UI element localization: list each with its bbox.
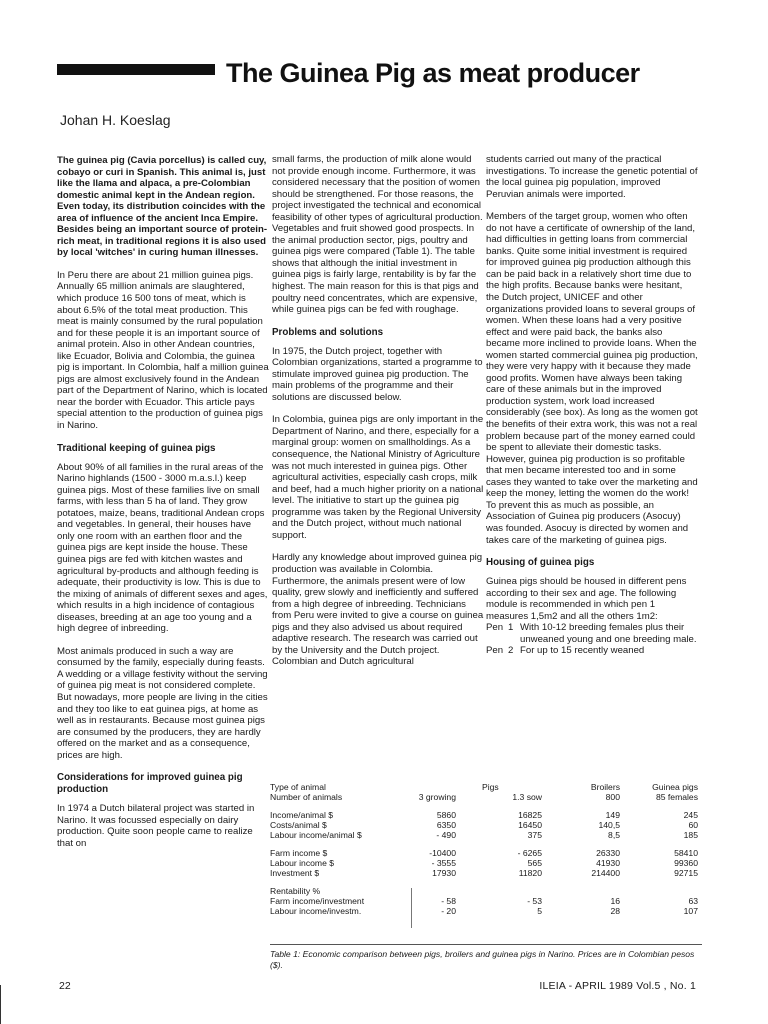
section-heading: Traditional keeping of guinea pigs [57, 442, 216, 454]
table-cell: 185 [683, 830, 698, 840]
table-row [270, 810, 702, 820]
text-column-1 [57, 155, 269, 860]
table-cell: 375 [527, 830, 542, 840]
table-cell: - 58 [441, 896, 456, 906]
pen-description: For up to 15 recently weaned [520, 645, 645, 657]
table-row [270, 906, 702, 916]
table-cell: Income/animal $ [270, 810, 334, 820]
table-caption: Table 1: Economic comparison between pigs, broilers and guinea pigs in Narino. Prices are in Colombian pesos ($). [270, 949, 695, 970]
paragraph: Guinea pigs should be housed in different pens according to their sex and age. The following module is recommended in which pen 1 measures 1,5m2 and all the others 1m2: [486, 576, 687, 622]
table-cell: Labour income $ [270, 858, 335, 868]
table-row [270, 848, 702, 858]
table-cell: 63 [688, 896, 698, 906]
table-cell: - 490 [436, 830, 456, 840]
table-cell: Farm income/investment [270, 896, 365, 906]
text-column-3 [486, 154, 698, 657]
table-bottom-rule [270, 944, 702, 945]
table-cell: 107 [683, 906, 698, 916]
pen-item-1 [486, 622, 698, 645]
title-rule [57, 64, 215, 75]
table-row [270, 886, 702, 896]
table-cell: 26330 [596, 848, 620, 858]
text-column-2 [272, 154, 484, 679]
pigs-header: Pigs [482, 782, 499, 792]
table-cell: - 20 [441, 906, 456, 916]
table-cell: Farm income $ [270, 848, 328, 858]
table-cell: -10400 [429, 848, 456, 858]
paragraph: Most animals produced in such a way are consumed by the family, especially during feasts. A wedding or a village festivity without the serving of guinea pig meat is not considered complete. But nowadays, more people are living in the cities and they too like to eat guinea pigs, at home as well as in restaurants. Because most guinea pigs are consumed by the producers, they are hardly offered on the market and as a consequence, prices are high. [57, 645, 268, 761]
table-header-row [270, 792, 702, 802]
pen-item-2 [486, 645, 698, 657]
table-cell: 3 growing [418, 792, 456, 802]
paragraph: In Colombia, guinea pigs are only important in the Department of Narino, and there, especially for a marginal group: women on smallholdings. As a consequence, the National Ministry of Agriculture was not much interested in guinea pigs. Other agricultural activities, especially cash crops, milk and beef, had a much higher priority on a national level. The initiative to start up the guinea pig programme was taken by the Regional University and the Dutch project, without much national support. [272, 414, 484, 541]
paragraph: students carried out many of the practical investigations. To increase the genetic potential of the local guinea pig population, improved Peruvian animals were imported. [486, 154, 698, 200]
table-cell: Labour income/animal $ [270, 830, 362, 840]
pen-number: 1 [508, 622, 514, 634]
table-cell: Number of animals [270, 792, 343, 802]
table-cell: Labour income/investm. [270, 906, 362, 916]
economic-comparison-table [270, 782, 702, 916]
table-row [270, 868, 702, 878]
pen-label: Pen [486, 622, 504, 634]
table-cell: 214400 [591, 868, 620, 878]
table-cell: - 6265 [517, 848, 542, 858]
paragraph: In Peru there are about 21 million guinea pigs. Annually 65 million animals are slaughtered, which produce 16 500 tons of meat, which is about 6.5% of the total meat production. This meat is mainly consumed by the rural population and for these people it is an important source of animal protein. Also in other Andean countries, like Ecuador, Bolivia and Colombia, the guinea pig is important. In Colombia, half a million guinea pigs are almost exclusively found in the Andean part of the Department of Narino, which is located near the border with Ecuador. This article pays special attention to the production of guinea pigs in Narino. [57, 269, 269, 432]
paragraph: small farms, the production of milk alone would not provide enough income. Furthermore, it was considered necessary that the position of women should be strengthened. For those reasons, the project investigated the technical and economical feasibility of other types of agricultural production. Vegetables and fruit showed good prospects. In the animal production sector, pigs, poultry and guinea pigs were compared (Table 1). The table shows that although the initial investment in guinea pigs is fairly large, rentability is by far the highest. The main reason for this is that pigs and poultry need concentrates, which are expensive, while guinea pigs can be fed with roughage. [272, 154, 483, 316]
table-cell: 17930 [432, 868, 456, 878]
table-cell: 58410 [674, 848, 698, 858]
table-cell: 28 [610, 906, 620, 916]
table-row [270, 830, 702, 840]
table-cell: 245 [683, 810, 698, 820]
pen-number: 2 [508, 645, 514, 657]
table-cell: - 3555 [431, 858, 456, 868]
table-cell: 16450 [518, 820, 542, 830]
table-cell: 16 [610, 896, 620, 906]
table-cell: 60 [688, 820, 698, 830]
table-cell: Guinea pigs [652, 782, 698, 792]
paragraph: About 90% of all families in the rural areas of the Narino highlands (1500 - 3000 m.a.s.l.) keep guinea pigs. Most of these families live on small farms, with less than 5 ha of land. They grow potatoes, maize, beans, traditional Andean crops and vegetables. In general, their houses have only one room with an earthen floor and the guinea pigs are kept inside the house. These guinea pigs are fed with kitchen wastes and agricultural by-products and although feeding is adequate, their productivity is low. This is due to the mixing of animals of different sexes and ages, which results in a high incidence of contagious diseases, breeding at an age too young and a high degree of inbreeding. [57, 461, 268, 635]
table-cell: - 53 [527, 896, 542, 906]
table-cell: 11820 [518, 868, 542, 878]
table-header-row [270, 782, 702, 792]
paragraph: In 1974 a Dutch bilateral project was started in Narino. It was focussed especially on dairy production. Quite soon people came to realize that on [57, 803, 255, 849]
issue-info: ILEIA - APRIL 1989 Vol.5 , No. 1 [539, 980, 696, 992]
table-cell: Rentability % [270, 886, 321, 896]
article-author: Johan H. Koeslag [60, 112, 171, 128]
table-row [270, 858, 702, 868]
table-row [270, 896, 702, 906]
section-heading: Problems and solutions [272, 326, 384, 338]
table-cell: 41930 [596, 858, 620, 868]
paragraph: Hardly any knowledge about improved guinea pig production was available in Colombia. Furthermore, the animals present were of low quality, grew slowly and inefficiently and suffered from a high degree of inbreeding. Technicians from Peru were invited to give a course on guinea pigs and they also advised us about required adaptive research. The research was carried out by the University and the Dutch project. Colombian and Dutch agricultural [272, 552, 484, 668]
table-cell: Type of animal [270, 782, 326, 792]
paragraph: Members of the target group, women who often do not have a certificate of ownership of the land, had difficulties in getting loans from commercial banks. Quite some initial investment is required for improved guinea pig production although this can be paid back in a relatively short time due to the high profits. Because banks were hesitant, the Dutch project, UNICEF and other organizations provided loans to several groups of women. When these loans had a very positive effect and were paid back, the banks also became more inclined to provide loans. When the women started commercial guinea pig production, they were very happy with it because they made good profits. Women have always been taking care of these animals but in the improved production system, work load increased considerably (see box). As long as the women got the benefits of their extra work, this was not a real problem because part of the money earned could be spent to alleviate their domestic tasks. However, guinea pig production is so profitable that men became interested too and in some cases they wanted to take over the marketing and keep the money, letting the women do the work! To prevent this as much as possible, an Association of Guinea pig producers (Asocuy) was founded. Asocuy is directed by women and takes care of the marketing of guinea pigs. [486, 211, 698, 546]
table-cell: 6350 [436, 820, 456, 830]
table-cell: 149 [605, 810, 620, 820]
table-cell: 140,5 [598, 820, 620, 830]
table-cell: Broilers [590, 782, 620, 792]
table-cell: 800 [605, 792, 620, 802]
table-cell: 1.3 sow [512, 792, 542, 802]
table-cell: Investment $ [270, 868, 320, 878]
table-cell: 565 [527, 858, 542, 868]
table-cell: 85 females [655, 792, 698, 802]
table-cell: 8,5 [608, 830, 620, 840]
table-cell: Costs/animal $ [270, 820, 327, 830]
page-number: 22 [59, 980, 71, 992]
table-cell: 5 [537, 906, 542, 916]
table-cell: 99360 [674, 858, 698, 868]
table-divider [411, 888, 412, 928]
table-cell: 92715 [674, 868, 698, 878]
table-cell: 16825 [518, 810, 542, 820]
lead-paragraph: The guinea pig (Cavia porcellus) is called cuy, cobayo or curi in Spanish. This animal is, just like the llama and alpaca, a pre-Colombian domestic animal kept in the Andean region. Even today, its distribution coincides with the area of influence of the ancient Inca Empire. Besides being an important source of protein-rich meat, in traditional regions it is also used by local 'witches' in curing human illnesses. [57, 155, 268, 259]
pen-description: With 10-12 breeding females plus their unweaned young and one breeding male. [520, 622, 697, 645]
article-title: The Guinea Pig as meat producer [226, 58, 640, 88]
section-heading: Housing of guinea pigs [486, 557, 595, 569]
table-row [270, 820, 702, 830]
paragraph: In 1975, the Dutch project, together with Colombian organizations, started a programme to stimulate improved guinea pig production. The main problems of the programme and their solutions are discussed below. [272, 345, 483, 403]
section-heading: Considerations for improved guinea pig production [57, 772, 243, 796]
table-cell: 5860 [436, 810, 456, 820]
pen-label: Pen [486, 645, 504, 657]
page-edge-mark [0, 985, 1, 1024]
